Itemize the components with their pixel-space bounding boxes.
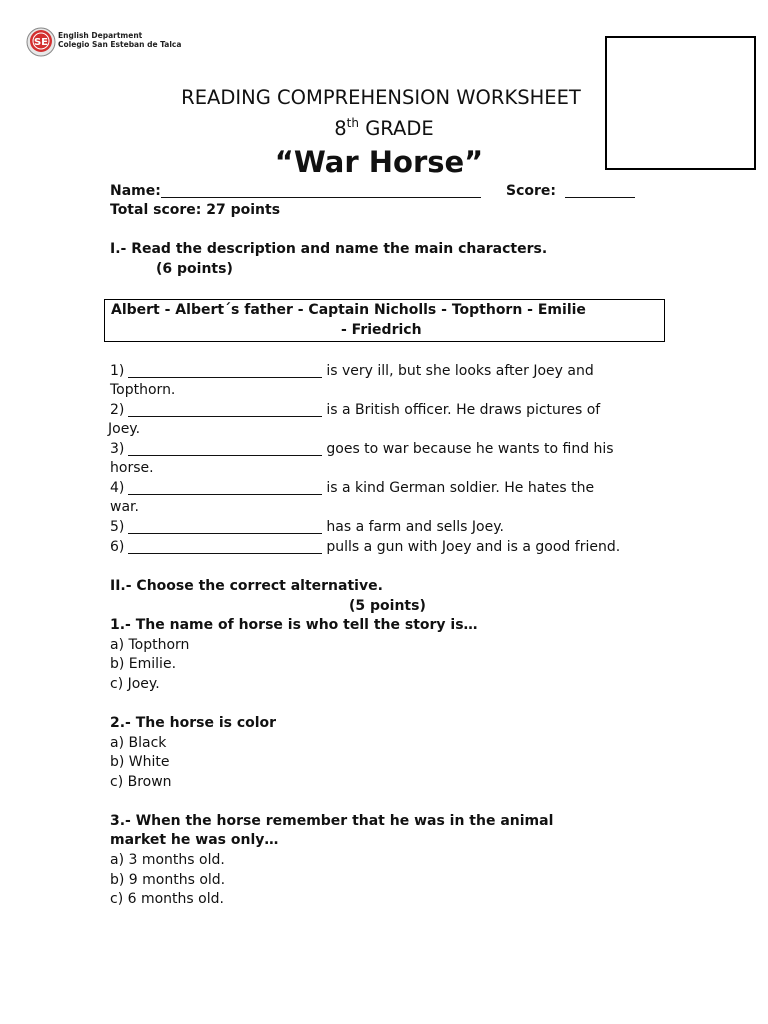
- worksheet-title: READING COMPREHENSION WORKSHEET: [181, 86, 581, 109]
- item-text: is a kind German soldier. He hates the: [326, 480, 595, 496]
- item-text: is very ill, but she looks after Joey and: [326, 363, 594, 379]
- grade-suffix: th: [346, 116, 359, 130]
- list-item: [110, 362, 594, 382]
- list-item: [110, 440, 614, 460]
- q3-option-b[interactable]: b) 9 months old.: [110, 872, 226, 888]
- item-number: 3): [110, 441, 125, 457]
- list-item: [110, 538, 620, 558]
- item-continuation: Topthorn.: [110, 382, 176, 398]
- answer-blank[interactable]: [128, 480, 322, 495]
- department-line-2: Colegio San Esteban de Talca: [58, 40, 182, 49]
- question-1: 1.- The name of horse is who tell the story is…: [110, 617, 478, 633]
- logo-letters: SE: [33, 37, 49, 48]
- answer-blank[interactable]: [128, 519, 322, 534]
- grade-number: 8: [334, 117, 347, 140]
- item-text: goes to war because he wants to find his: [326, 441, 614, 457]
- section1-instruction: I.- Read the description and name the main characters.: [110, 241, 548, 257]
- item-text: is a British officer. He draws pictures of: [326, 402, 601, 418]
- item-continuation: war.: [110, 499, 139, 515]
- list-item: [110, 479, 594, 499]
- q2-option-a[interactable]: a) Black: [110, 735, 167, 751]
- question-3-line-2: market he was only…: [110, 832, 279, 848]
- book-title: “War Horse”: [274, 145, 484, 179]
- score-blank[interactable]: [565, 183, 635, 198]
- section2-points: (5 points): [349, 598, 426, 614]
- name-blank[interactable]: [161, 183, 481, 198]
- item-text: pulls a gun with Joey and is a good friend.: [326, 539, 621, 555]
- character-list-box: [104, 299, 665, 342]
- q3-option-c[interactable]: c) 6 months old.: [110, 891, 224, 907]
- department-label: [58, 31, 181, 49]
- name-field[interactable]: [110, 182, 481, 202]
- q2-option-c[interactable]: c) Brown: [110, 774, 172, 790]
- answer-blank[interactable]: [128, 402, 322, 417]
- item-text: has a farm and sells Joey.: [326, 519, 504, 535]
- list-item: [110, 518, 504, 538]
- q1-option-c[interactable]: c) Joey.: [110, 676, 160, 692]
- answer-blank[interactable]: [128, 441, 322, 456]
- answer-blank[interactable]: [128, 539, 322, 554]
- q1-option-a[interactable]: a) Topthorn: [110, 637, 190, 653]
- q1-option-b[interactable]: b) Emilie.: [110, 656, 177, 672]
- list-item: [110, 401, 600, 421]
- grade-word: GRADE: [365, 117, 434, 140]
- character-list-row-2: - Friedrich: [341, 322, 422, 338]
- item-number: 1): [110, 363, 125, 379]
- item-number: 4): [110, 480, 125, 496]
- department-line-1: English Department: [58, 31, 143, 40]
- item-number: 5): [110, 519, 125, 535]
- item-continuation: Joey.: [108, 421, 141, 437]
- school-logo: [26, 27, 56, 57]
- question-2: 2.- The horse is color: [110, 715, 277, 731]
- score-label: Score:: [506, 183, 556, 199]
- grade-title: [0, 116, 768, 140]
- q3-option-a[interactable]: a) 3 months old.: [110, 852, 225, 868]
- section2-instruction: II.- Choose the correct alternative.: [110, 578, 383, 594]
- item-number: 2): [110, 402, 125, 418]
- item-continuation: horse.: [110, 460, 154, 476]
- question-3-line-1: 3.- When the horse remember that he was in the animal: [110, 813, 554, 829]
- answer-blank[interactable]: [128, 363, 322, 378]
- item-number: 6): [110, 539, 125, 555]
- total-score: Total score: 27 points: [110, 202, 281, 218]
- section1-points: (6 points): [156, 261, 233, 277]
- q2-option-b[interactable]: b) White: [110, 754, 170, 770]
- name-label: Name:: [110, 183, 161, 199]
- score-field[interactable]: [506, 182, 635, 202]
- character-list-row-1: Albert - Albert´s father - Captain Nicholls - Topthorn - Emilie: [111, 302, 586, 318]
